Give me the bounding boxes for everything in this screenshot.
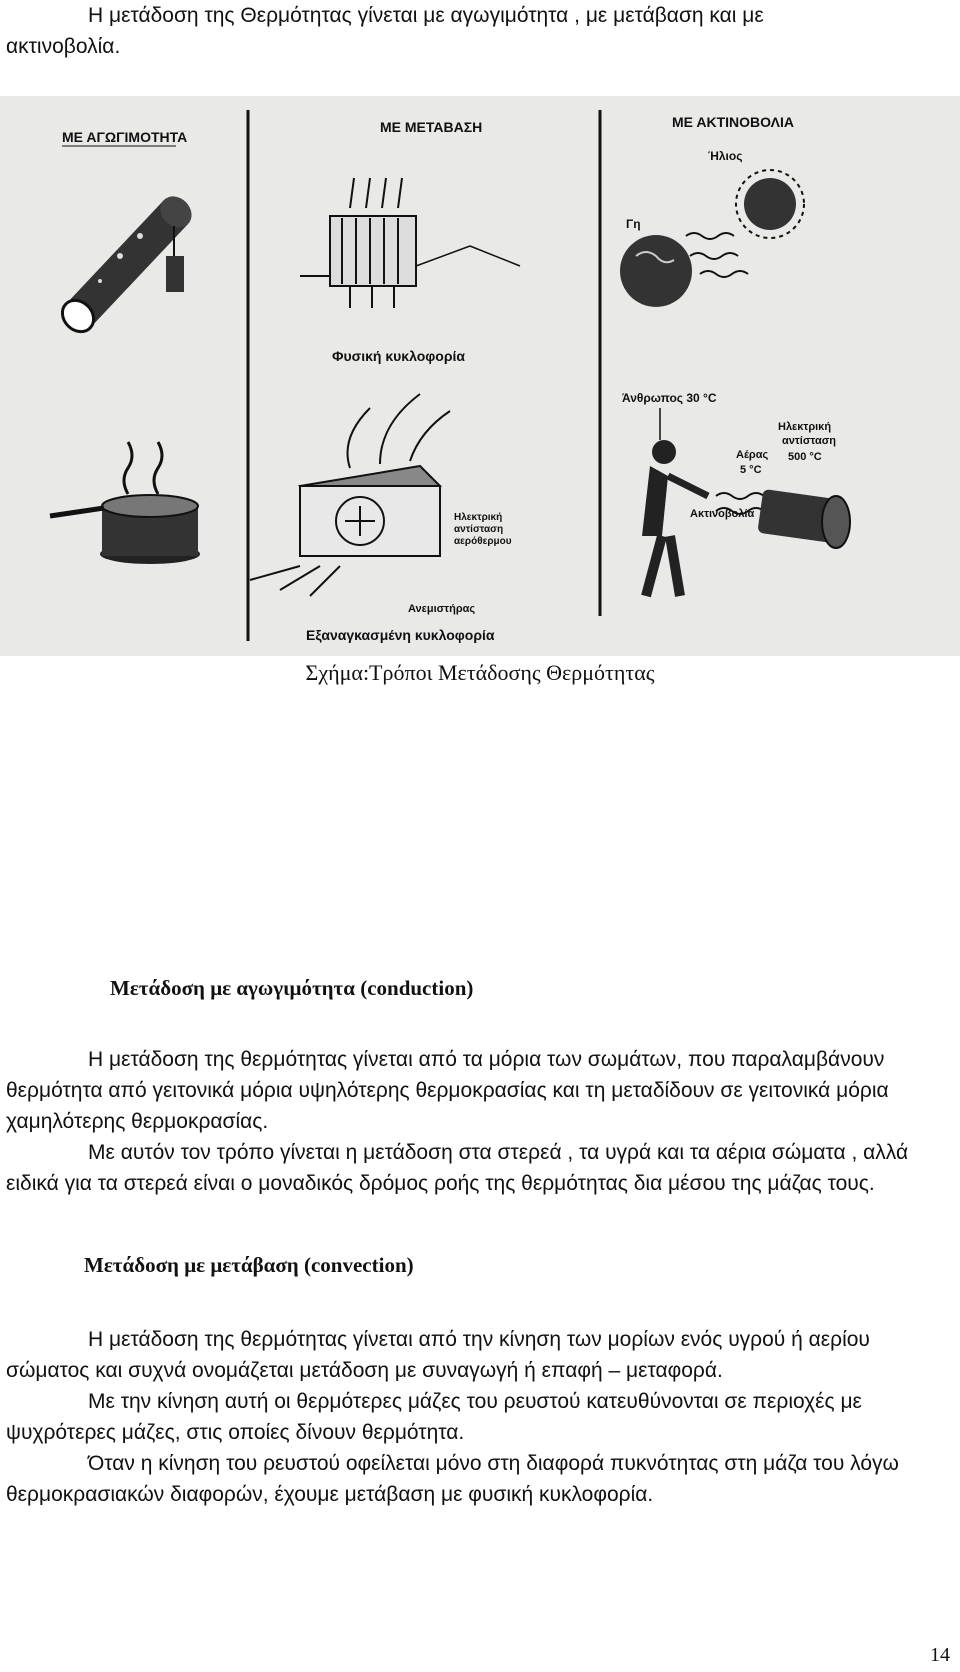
resistance-label-2: αντίσταση xyxy=(782,435,836,447)
convection-paragraph-2: Με την κίνηση αυτή οι θερμότερες μάζες του ρευστού κατευθύνονται σε περιοχές με ψυχρότερες μάζες, στις οποίες δίνουν θερμότητα. xyxy=(6,1390,862,1444)
radiator-illustration xyxy=(300,178,520,308)
col3-title: ΜΕ ΑΚΤΙΝΟΒΟΛΙΑ xyxy=(672,114,794,130)
col2-title: ΜΕ ΜΕΤΑΒΑΣΗ xyxy=(380,119,483,135)
earth-illustration xyxy=(620,235,692,307)
conduction-paragraph-1: Η μετάδοση της θερμότητας γίνεται από τα μόρια των σωμάτων, που παραλαμβάνουν θερμότητα από γειτονικά μόρια υψηλότερης θερμοκρασίας και τη μεταδίδουν σε γειτονικά μόρια χαμηλότερης θερμοκρασίας. xyxy=(6,1048,889,1133)
section-heading-convection: Μετάδοση με μετάβαση (convection) xyxy=(84,1253,414,1277)
heater-label-2: αντίσταση xyxy=(454,524,504,535)
forced-circulation-label: Εξαναγκασμένη κυκλοφορία xyxy=(306,627,495,643)
fan-label: Ανεμιστήρας xyxy=(408,603,476,615)
resistance-label-3: 500 °C xyxy=(788,451,822,463)
convection-paragraph-3: Όταν η κίνηση του ρευστού οφείλεται μόνο στη διαφορά πυκνότητας στη μάζα του λόγω θερμοκρασιακών διαφορών, έχουμε μετάβαση με φυσική κυκλοφορία. xyxy=(6,1452,899,1506)
intro-line-1: Η μετάδοση της Θερμότητας γίνεται με αγωγιμότητα , με μετάβαση και με xyxy=(88,4,764,27)
sun-illustration xyxy=(736,170,804,238)
figure-drawing xyxy=(0,96,960,656)
electric-heater-illustration xyxy=(757,489,850,548)
section-heading-conduction: Μετάδοση με αγωγιμότητα (conduction) xyxy=(110,976,474,1000)
conduction-paragraph-2: Με αυτόν τον τρόπο γίνεται η μετάδοση στα στερεά , τα υγρά και τα αέρια σώματα , αλλά ειδικά για τα στερεά είναι ο μοναδικός δρόμος ροής της θερμότητας δια μέσου της μάζας τους. xyxy=(6,1141,909,1195)
heat-transfer-figure xyxy=(0,96,960,656)
natural-circulation-label: Φυσική κυκλοφορία xyxy=(332,348,466,364)
figure-caption: Σχήμα:Τρόποι Μετάδοσης Θερμότητας xyxy=(305,660,655,685)
fan-heater-illustration xyxy=(250,394,450,596)
sun-label: Ήλιος xyxy=(708,149,743,163)
earth-label: Γη xyxy=(626,217,641,231)
resistance-label-1: Ηλεκτρική xyxy=(778,421,832,433)
heater-label-1: Ηλεκτρική xyxy=(454,512,503,523)
page-number: 14 xyxy=(930,1644,950,1666)
air-label-2: 5 °C xyxy=(740,464,762,476)
col1-title: ΜΕ ΑΓΩΓΙΜΟΤΗΤΑ xyxy=(62,129,188,145)
intro-line-2: ακτινοβολία. xyxy=(6,35,121,58)
person-label: Άνθρωπος 30 °C xyxy=(622,391,717,405)
radiation-label: Ακτινοβολία xyxy=(690,508,755,520)
convection-paragraph-1: Η μετάδοση της θερμότητας γίνεται από την κίνηση των μορίων ενός υγρού ή αερίου σώματος και συχνά ονομάζεται μετάδοση με συναγωγή ή επαφή – μεταφορά. xyxy=(6,1328,870,1382)
pot-on-stove-illustration xyxy=(50,442,200,564)
metal-rod-illustration xyxy=(56,190,198,338)
heater-label-3: αερόθερμου xyxy=(454,536,512,547)
intro-text xyxy=(6,0,936,62)
air-label-1: Αέρας xyxy=(736,449,769,461)
